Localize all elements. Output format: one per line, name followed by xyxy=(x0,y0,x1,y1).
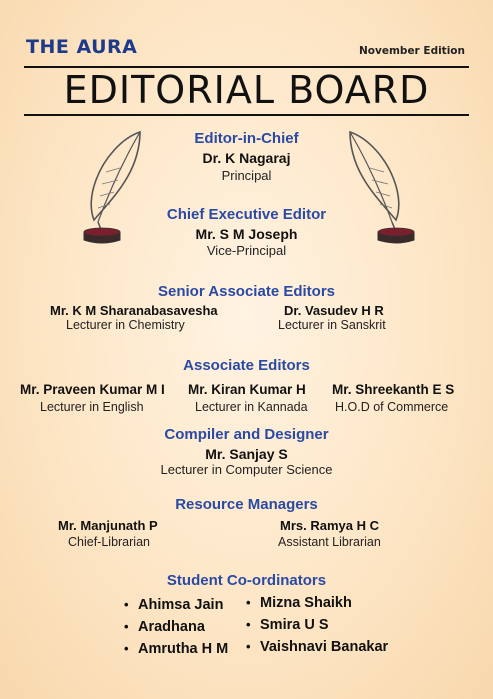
chief-executive-editor-role: Vice-Principal xyxy=(206,243,287,258)
senior-editor-name: Dr. Vasudev H R xyxy=(284,303,384,318)
bottom-divider xyxy=(24,114,469,116)
senior-editor-role: Lecturer in Chemistry xyxy=(66,318,185,332)
chief-executive-editor-heading: Chief Executive Editor xyxy=(166,206,327,223)
resource-manager-name: Mr. Manjunath P xyxy=(58,518,158,533)
list-item: • Mizna Shaikh xyxy=(246,592,388,614)
student-coordinators-right-list xyxy=(246,592,388,658)
senior-associate-editors-heading: Senior Associate Editors xyxy=(158,283,335,300)
edition-label: November Edition xyxy=(359,45,465,57)
associate-editor-name: Mr. Shreekanth E S xyxy=(332,382,455,397)
board-title: EDITORIAL BOARD xyxy=(63,68,430,112)
resource-managers-heading: Resource Managers xyxy=(175,496,318,513)
associate-editor-role: Lecturer in English xyxy=(40,400,144,414)
compiler-designer-name: Mr. Sanjay S xyxy=(205,446,288,462)
resource-manager-role: Chief-Librarian xyxy=(68,535,150,549)
list-item: • Smira U S xyxy=(246,614,388,636)
associate-editor-role: H.O.D of Commerce xyxy=(335,400,449,414)
list-item: • Aradhana xyxy=(124,616,228,638)
student-coordinators-heading: Student Co-ordinators xyxy=(166,572,327,589)
editor-in-chief-name: Dr. K Nagaraj xyxy=(202,150,291,166)
editor-in-chief-heading: Editor-in-Chief xyxy=(194,130,299,147)
compiler-designer-heading: Compiler and Designer xyxy=(164,426,329,443)
resource-manager-role: Assistant Librarian xyxy=(278,535,381,549)
compiler-designer-role: Lecturer in Computer Science xyxy=(160,462,333,477)
associate-editor-role: Lecturer in Kannada xyxy=(195,400,308,414)
list-item: • Amrutha H M xyxy=(124,638,228,660)
associate-editors-heading: Associate Editors xyxy=(183,357,310,374)
associate-editor-name: Mr. Kiran Kumar H xyxy=(188,382,306,397)
list-item: • Vaishnavi Banakar xyxy=(246,636,388,658)
resource-manager-name: Mrs. Ramya H C xyxy=(280,518,379,533)
list-item: • Ahimsa Jain xyxy=(124,594,228,616)
senior-editor-role: Lecturer in Sanskrit xyxy=(278,318,386,332)
student-coordinators-left-list xyxy=(124,594,228,660)
magazine-title: THE AURA xyxy=(26,36,138,58)
chief-executive-editor-name: Mr. S M Joseph xyxy=(195,226,298,242)
associate-editor-name: Mr. Praveen Kumar M I xyxy=(20,382,165,397)
editor-in-chief-role: Principal xyxy=(221,168,272,183)
senior-editor-name: Mr. K M Sharanabasavesha xyxy=(50,303,218,318)
